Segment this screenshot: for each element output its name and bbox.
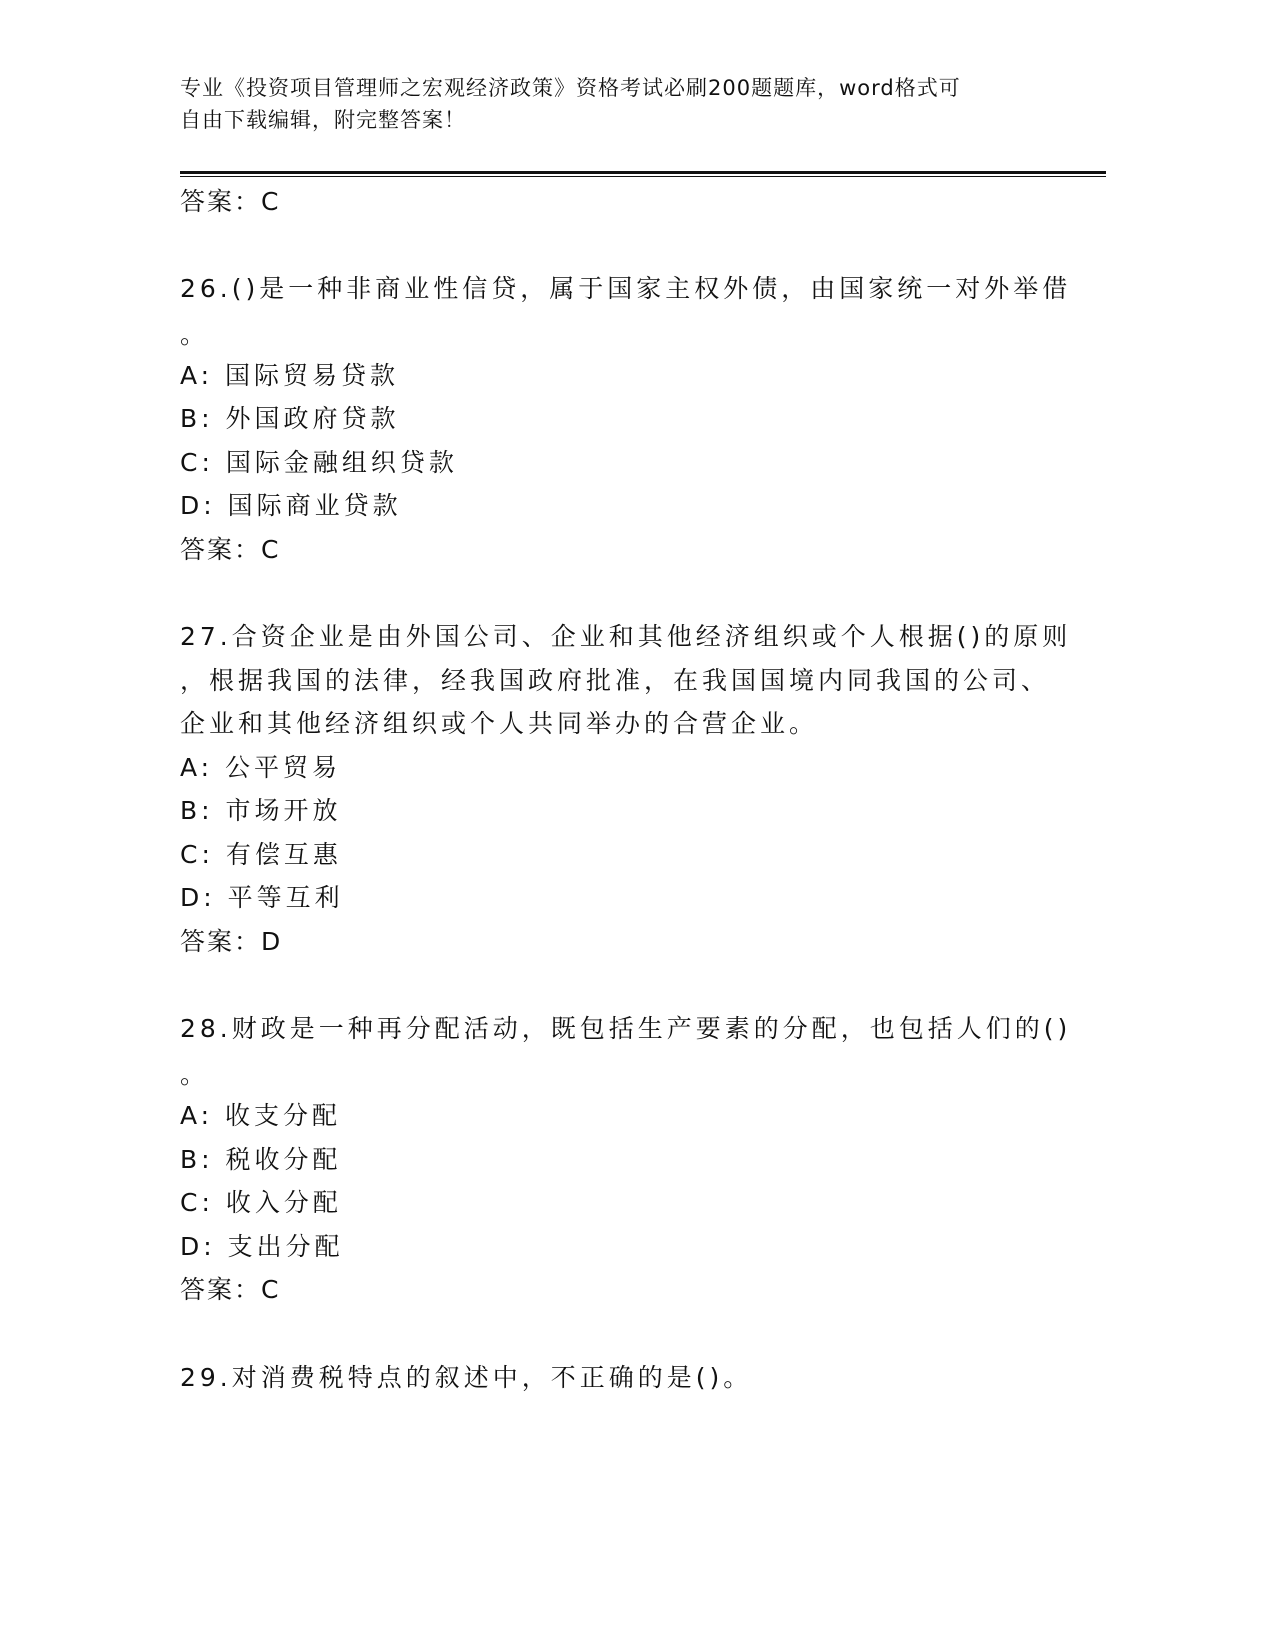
question-28-option-a: A: 收支分配 xyxy=(180,1101,342,1130)
question-28-text-line-1: 28.财政是一种再分配活动，既包括生产要素的分配，也包括人们的() xyxy=(180,1014,1072,1043)
question-28-option-d: D: 支出分配 xyxy=(180,1232,344,1261)
question-27-option-a: A: 公平贸易 xyxy=(180,753,342,782)
question-27-answer: 答案：D xyxy=(180,927,283,956)
document-header xyxy=(180,72,1040,136)
question-28-option-b: B: 税收分配 xyxy=(180,1145,342,1174)
question-27-text-line-2: ，根据我国的法律，经我国政府批准，在我国国境内同我国的公司、 xyxy=(180,666,1051,695)
question-27-text-line-1: 27.合资企业是由外国公司、企业和其他经济组织或个人根据()的原则 xyxy=(180,622,1072,651)
question-27-option-d: D: 平等互利 xyxy=(180,883,344,912)
question-29-text-line-1: 29.对消费税特点的叙述中，不正确的是()。 xyxy=(180,1363,753,1392)
previous-answer: 答案：C xyxy=(180,187,281,216)
header-divider-thin xyxy=(180,176,1106,177)
question-26-text-line-2: 。 xyxy=(180,320,210,349)
question-28-answer: 答案：C xyxy=(180,1275,281,1304)
question-26-option-c: C: 国际金融组织贷款 xyxy=(180,448,458,477)
header-line-2: 自由下载编辑，附完整答案！ xyxy=(180,108,466,132)
question-26-option-a: A: 国际贸易贷款 xyxy=(180,361,400,390)
header-divider-thick xyxy=(180,171,1106,174)
question-26-option-b: B: 外国政府贷款 xyxy=(180,404,400,433)
question-28-text-line-2: 。 xyxy=(180,1060,210,1089)
question-28-option-c: C: 收入分配 xyxy=(180,1188,342,1217)
question-26-option-d: D: 国际商业贷款 xyxy=(180,491,402,520)
question-26-answer: 答案：C xyxy=(180,535,281,564)
question-26-text-line-1: 26.()是一种非商业性信贷，属于国家主权外债，由国家统一对外举借 xyxy=(180,274,1072,303)
question-27-option-b: B: 市场开放 xyxy=(180,796,342,825)
header-line-1: 专业《投资项目管理师之宏观经济政策》资格考试必刷200题题库，word格式可 xyxy=(180,76,961,100)
question-27-text-line-3: 企业和其他经济组织或个人共同举办的合营企业。 xyxy=(180,709,819,738)
question-27-option-c: C: 有偿互惠 xyxy=(180,840,342,869)
